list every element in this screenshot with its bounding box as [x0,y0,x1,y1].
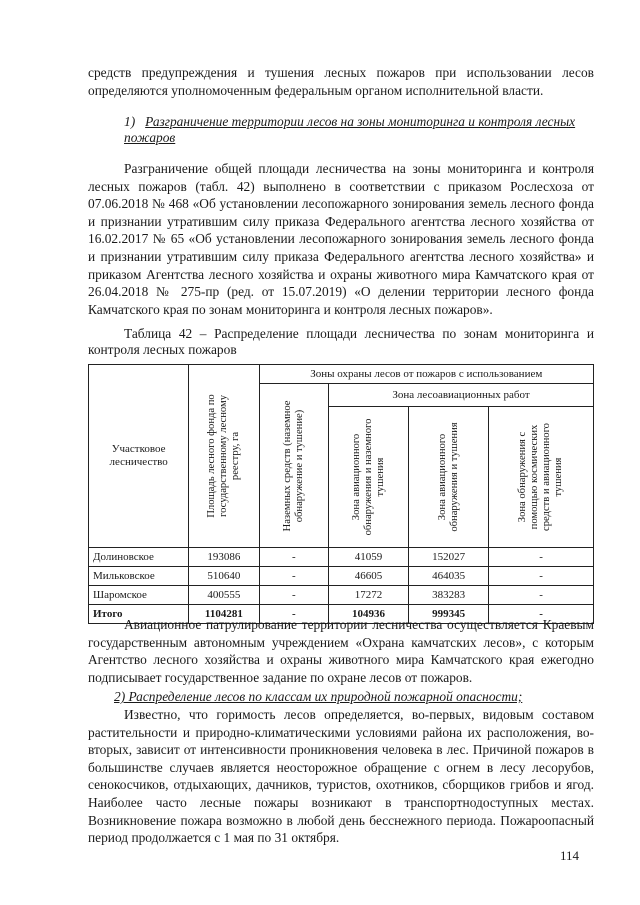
header-ground: Наземных средств (наземное обнаружение и тушение) [259,384,329,548]
header-district: Участковое лесничество [89,365,189,548]
total-space: - [489,605,594,624]
zones-table [88,364,594,624]
header-area: Площадь лесного фонда по государственному лесному реестру, га [189,365,259,548]
paragraph-fire-hazard: Известно, что горимость лесов определяется, во-первых, видовым составом растительности и природно-климатическими условиями района их расположения, во-вторых, зависит от интенсивности проникновения человека в лес. Причиной пожаров в большинстве случаев является неосторожное обращение с огнем в лесу лесорубов, сенокосчиков, отдыхающих, дачников, туристов, охотников, сборщиков грибов и ягод. Наиболее часто лесные пожары возникают в транспортнодоступных местах. Возникновение пожара возможно в любой день бесснежного периода. Пожароопасный период продолжается с 1 мая по 31 октября. [88,707,594,846]
section-1-heading [124,114,594,146]
row-ground: - [259,586,329,605]
row-name: Шаромское [89,586,189,605]
total-name: Итого [89,605,189,624]
header-av-detect: Зона авиационного обнаружения и тушения [409,407,489,548]
row-space: - [489,567,594,586]
row-area: 400555 [189,586,259,605]
paragraph-patrol: Авиационное патрулирование территории лесничества осуществляется Краевым государственным автономным учреждением «Охрана камчатских лесов», с которым Агентство лесного хозяйства и охраны животного мира Камчатского края ежегодно подписывает государственное задание по охране лесов от пожаров. [88,617,594,685]
row-area: 510640 [189,567,259,586]
row-ground: - [259,567,329,586]
row-space: - [489,586,594,605]
header-av-ground: Зона авиационного обнаружения и наземного тушения [329,407,409,548]
section-2-heading: 2) Распределение лесов по классам их природной пожарной опасности; [114,689,523,704]
page-number: 114 [560,848,580,863]
table-row [89,586,594,605]
section-1-number: 1) [124,114,136,129]
row-av-ground: 46605 [329,567,409,586]
row-ground: - [259,548,329,567]
row-av-detect: 383283 [409,586,489,605]
intro-paragraph: средств предупреждения и тушения лесных пожаров при использовании лесов определяются уполномоченным федеральным органом исполнительной власти. [88,65,594,98]
total-ground: - [259,605,329,624]
row-space: - [489,548,594,567]
table-row [89,567,594,586]
total-av-detect: 999345 [409,605,489,624]
table-caption: Таблица 42 – Распределение площади лесничества по зонам мониторинга и контроля лесных пожаров [88,326,594,357]
header-zones-group: Зоны охраны лесов от пожаров с использованием [259,365,593,384]
row-area: 193086 [189,548,259,567]
row-av-detect: 464035 [409,567,489,586]
row-av-ground: 17272 [329,586,409,605]
section-1-title: Разграничение территории лесов на зоны мониторинга и контроля лесных пожаров [124,114,576,145]
paragraph-zoning: Разграничение общей площади лесничества на зоны мониторинга и контроля лесных пожаров (табл. 42) выполнено в соответствии с приказом Рослесхоза от 07.06.2018 № 468 «Об установлении лесопожарного зонирования земель лесного фонда и признании утратившим силу приказа Федерального агентства лесного хозяйства от 16.02.2017 № 65 «Об установлении лесопожарного зонирования земель лесного фонда и признании утратившим силу приказа Федерального агентства лесного хозяйства» и приказом Агентства лесного хозяйства и охраны животного мира Камчатского края от 26.04.2018 № 275-пр (ред. от 15.07.2019) «О делении территории лесного фонда Камчатского края по зонам мониторинга и контроля лесных пожаров». [88,161,594,317]
header-space: Зона обнаружения с помощью космических средств и авиационного тушения [489,407,594,548]
row-name: Долиновское [89,548,189,567]
total-av-ground: 104936 [329,605,409,624]
header-aviation-group: Зона лесоавиационных работ [329,384,594,407]
table-row [89,548,594,567]
row-av-ground: 41059 [329,548,409,567]
total-area: 1104281 [189,605,259,624]
row-av-detect: 152027 [409,548,489,567]
row-name: Мильковское [89,567,189,586]
